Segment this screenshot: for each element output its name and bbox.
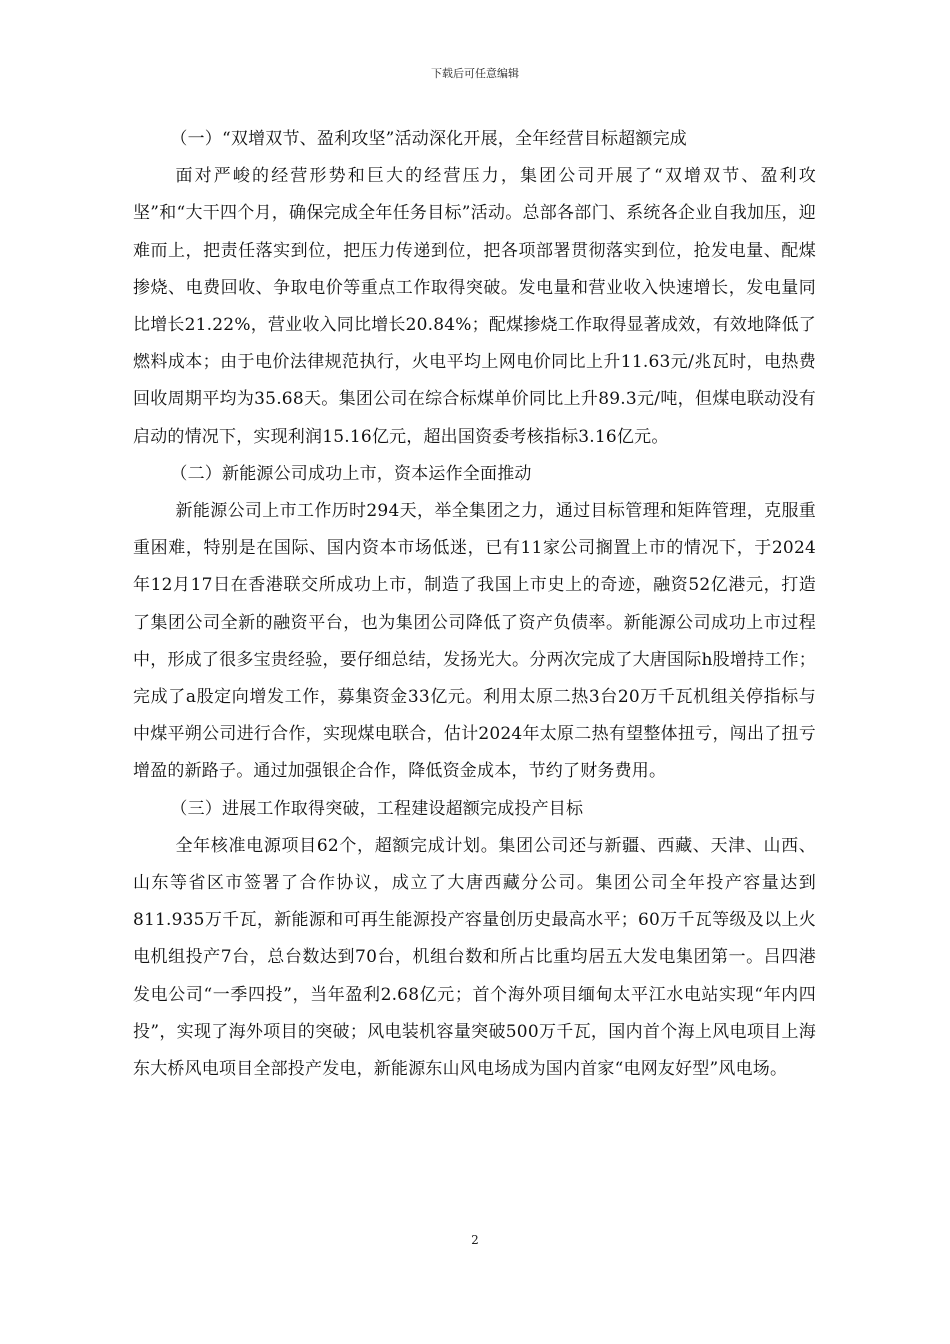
- section-heading-3: （三）进展工作取得突破，工程建设超额完成投产目标: [170, 798, 584, 819]
- section-paragraph-2: 新能源公司上市工作历时294天，举全集团之力，通过目标管理和矩阵管理，克服重重困难，特别是在国际、国内资本市场低迷，已有11家公司搁置上市的情况下，于2024年12月17日在香港联交所成功上市，制造了我国上市史上的奇迹，融资52亿港元，打造了集团公司全新的融资平台，也为集团公司降低了资产负债率。新能源公司成功上市过程中，形成了很多宝贵经验，要仔细总结，发扬光大。分两次完成了大唐国际h股增持工作；完成了a股定向增发工作，募集资金33亿元。利用太原二热3台20万千瓦机组关停指标与中煤平朔公司进行合作，实现煤电联合，估计2024年太原二热有望整体扭亏，闯出了扭亏增盈的新路子。通过加强银企合作，降低资金成本，节约了财务费用。: [133, 501, 816, 782]
- document-body: [133, 121, 816, 1088]
- section-paragraph-3: 全年核准电源项目62个，超额完成计划。集团公司还与新疆、西藏、天津、山西、山东等省区市签署了合作协议，成立了大唐西藏分公司。集团公司全年投产容量达到811.935万千瓦，新能源和可再生能源投产容量创历史最高水平；60万千瓦等级及以上火电机组投产7台，总台数达到70台，机组台数和所占比重均居五大发电集团第一。吕四港发电公司“一季四投”，当年盈利2.68亿元；首个海外项目缅甸太平江水电站实现“年内四投”，实现了海外项目的突破；风电装机容量突破500万千瓦，国内首个海上风电项目上海东大桥风电项目全部投产发电，新能源东山风电场成为国内首家“电网友好型”风电场。: [133, 835, 816, 1080]
- section-heading-1: （一）“双增双节、盈利攻坚”活动深化开展，全年经营目标超额完成: [170, 129, 687, 149]
- section-paragraph-1: 面对严峻的经营形势和巨大的经营压力，集团公司开展了“双增双节、盈利攻坚”和“大干四个月，确保完成全年任务目标”活动。总部各部门、系统各企业自我加压，迎难而上，把责任落实到位，把压力传递到位，把各项部署贯彻落实到位，抢发电量、配煤掺烧、电费回收、争取电价等重点工作取得突破。发电量和营业收入快速增长，发电量同比增长21.22%，营业收入同比增长20.84%；配煤掺烧工作取得显著成效，有效地降低了燃料成本；由于电价法律规范执行，火电平均上网电价同比上升11.63元/兆瓦时，电热费回收周期平均为35.68天。集团公司在综合标煤单价同比上升89.3元/吨，但煤电联动没有启动的情况下，实现利润15.16亿元，超出国资委考核指标3.16亿元。: [133, 166, 816, 447]
- section-heading-2: （二）新能源公司成功上市，资本运作全面推动: [170, 463, 532, 484]
- page-number: 2: [471, 1233, 479, 1247]
- page-header: 下载后可任意编辑: [431, 67, 519, 80]
